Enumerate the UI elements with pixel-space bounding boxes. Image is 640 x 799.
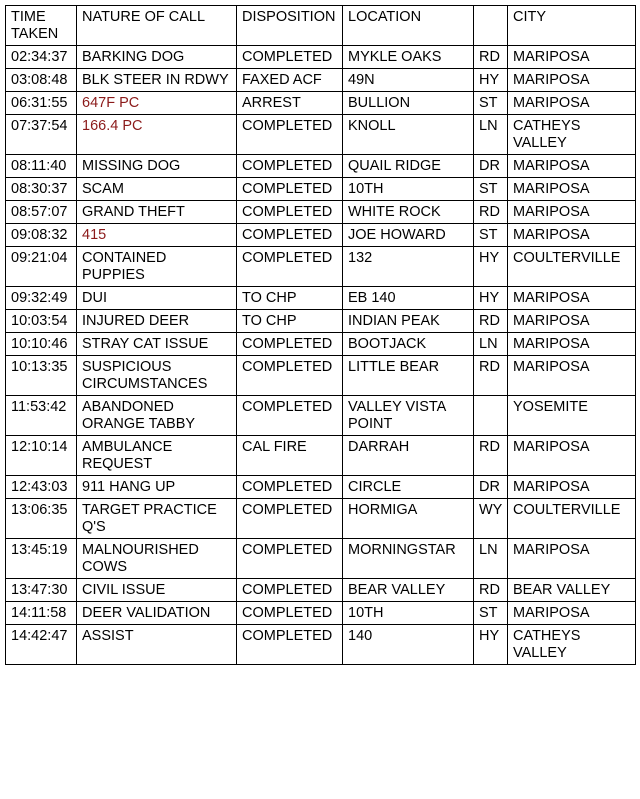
cell-disposition: COMPLETED	[237, 201, 343, 224]
header-row	[6, 6, 636, 46]
cell-location: 132	[343, 247, 474, 287]
table-row	[6, 625, 636, 665]
table-row	[6, 602, 636, 625]
cell-city: MARIPOSA	[508, 201, 636, 224]
cell-location: LITTLE BEAR	[343, 356, 474, 396]
table-row	[6, 155, 636, 178]
cell-time-taken: 09:08:32	[6, 224, 77, 247]
cell-disposition: COMPLETED	[237, 155, 343, 178]
cell-location: MYKLE OAKS	[343, 46, 474, 69]
cell-street-suffix: LN	[474, 115, 508, 155]
cell-time-taken: 12:10:14	[6, 436, 77, 476]
cell-time-taken: 10:03:54	[6, 310, 77, 333]
header-location: LOCATION	[343, 6, 474, 46]
cell-time-taken: 10:13:35	[6, 356, 77, 396]
cell-disposition: COMPLETED	[237, 396, 343, 436]
cell-city: BEAR VALLEY	[508, 579, 636, 602]
cell-time-taken: 12:43:03	[6, 476, 77, 499]
cell-city: MARIPOSA	[508, 155, 636, 178]
cell-nature-of-call: 911 HANG UP	[77, 476, 237, 499]
cell-street-suffix: RD	[474, 436, 508, 476]
table-row	[6, 499, 636, 539]
cell-city: MARIPOSA	[508, 46, 636, 69]
cell-time-taken: 14:42:47	[6, 625, 77, 665]
cell-time-taken: 07:37:54	[6, 115, 77, 155]
cell-location: 10TH	[343, 178, 474, 201]
cell-location: BULLION	[343, 92, 474, 115]
cell-location: HORMIGA	[343, 499, 474, 539]
cell-disposition: TO CHP	[237, 287, 343, 310]
table-row	[6, 115, 636, 155]
table-row	[6, 333, 636, 356]
cell-location: BEAR VALLEY	[343, 579, 474, 602]
cell-street-suffix: LN	[474, 333, 508, 356]
cell-street-suffix: ST	[474, 602, 508, 625]
call-log-table	[5, 5, 636, 665]
cell-time-taken: 13:47:30	[6, 579, 77, 602]
cell-street-suffix: RD	[474, 310, 508, 333]
cell-city: COULTERVILLE	[508, 499, 636, 539]
cell-time-taken: 03:08:48	[6, 69, 77, 92]
table-row	[6, 247, 636, 287]
cell-disposition: FAXED ACF	[237, 69, 343, 92]
cell-location: JOE HOWARD	[343, 224, 474, 247]
table-row	[6, 356, 636, 396]
cell-location: INDIAN PEAK	[343, 310, 474, 333]
cell-nature-of-call: STRAY CAT ISSUE	[77, 333, 237, 356]
cell-street-suffix: ST	[474, 224, 508, 247]
cell-city: MARIPOSA	[508, 224, 636, 247]
header-disposition: DISPOSITION	[237, 6, 343, 46]
cell-time-taken: 13:45:19	[6, 539, 77, 579]
header-time-taken-line1: TIME	[11, 9, 46, 25]
cell-city: MARIPOSA	[508, 539, 636, 579]
table-row	[6, 46, 636, 69]
cell-nature-of-call: ASSIST	[77, 625, 237, 665]
cell-city: YOSEMITE	[508, 396, 636, 436]
header-street-suffix	[474, 6, 508, 46]
cell-nature-of-call: AMBULANCE REQUEST	[77, 436, 237, 476]
call-log-body	[6, 46, 636, 665]
cell-disposition: COMPLETED	[237, 625, 343, 665]
cell-nature-of-call: SCAM	[77, 178, 237, 201]
cell-nature-of-call: DEER VALIDATION	[77, 602, 237, 625]
cell-city: MARIPOSA	[508, 69, 636, 92]
cell-street-suffix: HY	[474, 287, 508, 310]
cell-street-suffix: HY	[474, 69, 508, 92]
cell-disposition: TO CHP	[237, 310, 343, 333]
cell-street-suffix: RD	[474, 46, 508, 69]
cell-disposition: COMPLETED	[237, 539, 343, 579]
header-nature-of-call: NATURE OF CALL	[77, 6, 237, 46]
cell-street-suffix: ST	[474, 92, 508, 115]
cell-disposition: COMPLETED	[237, 579, 343, 602]
table-row	[6, 287, 636, 310]
cell-location: DARRAH	[343, 436, 474, 476]
cell-nature-of-call: MISSING DOG	[77, 155, 237, 178]
cell-nature-of-call: BARKING DOG	[77, 46, 237, 69]
cell-disposition: COMPLETED	[237, 178, 343, 201]
cell-street-suffix: DR	[474, 155, 508, 178]
cell-street-suffix: HY	[474, 247, 508, 287]
cell-nature-of-call: CIVIL ISSUE	[77, 579, 237, 602]
table-row	[6, 579, 636, 602]
cell-time-taken: 06:31:55	[6, 92, 77, 115]
cell-city: MARIPOSA	[508, 310, 636, 333]
cell-disposition: COMPLETED	[237, 115, 343, 155]
cell-time-taken: 02:34:37	[6, 46, 77, 69]
cell-street-suffix: DR	[474, 476, 508, 499]
cell-nature-of-call: DUI	[77, 287, 237, 310]
cell-time-taken: 08:11:40	[6, 155, 77, 178]
cell-city: MARIPOSA	[508, 287, 636, 310]
table-row	[6, 396, 636, 436]
cell-location: 49N	[343, 69, 474, 92]
cell-nature-of-call: GRAND THEFT	[77, 201, 237, 224]
cell-location: CIRCLE	[343, 476, 474, 499]
cell-location: EB 140	[343, 287, 474, 310]
cell-time-taken: 11:53:42	[6, 396, 77, 436]
cell-nature-of-call: INJURED DEER	[77, 310, 237, 333]
table-row	[6, 178, 636, 201]
cell-time-taken: 10:10:46	[6, 333, 77, 356]
cell-disposition: COMPLETED	[237, 333, 343, 356]
cell-location: VALLEY VISTA POINT	[343, 396, 474, 436]
table-row	[6, 69, 636, 92]
cell-street-suffix: RD	[474, 356, 508, 396]
cell-nature-of-call: 647F PC	[77, 92, 237, 115]
cell-street-suffix	[474, 396, 508, 436]
cell-time-taken: 09:32:49	[6, 287, 77, 310]
cell-city: MARIPOSA	[508, 333, 636, 356]
table-row	[6, 436, 636, 476]
cell-time-taken: 08:30:37	[6, 178, 77, 201]
cell-time-taken: 13:06:35	[6, 499, 77, 539]
cell-street-suffix: ST	[474, 178, 508, 201]
cell-nature-of-call: BLK STEER IN RDWY	[77, 69, 237, 92]
cell-location: 140	[343, 625, 474, 665]
cell-disposition: COMPLETED	[237, 247, 343, 287]
cell-city: MARIPOSA	[508, 178, 636, 201]
table-row	[6, 476, 636, 499]
cell-street-suffix: LN	[474, 539, 508, 579]
cell-location: KNOLL	[343, 115, 474, 155]
cell-city: MARIPOSA	[508, 476, 636, 499]
cell-nature-of-call: 415	[77, 224, 237, 247]
cell-time-taken: 14:11:58	[6, 602, 77, 625]
cell-street-suffix: WY	[474, 499, 508, 539]
cell-disposition: COMPLETED	[237, 499, 343, 539]
cell-time-taken: 09:21:04	[6, 247, 77, 287]
cell-street-suffix: RD	[474, 201, 508, 224]
cell-city: CATHEYS VALLEY	[508, 625, 636, 665]
cell-city: MARIPOSA	[508, 92, 636, 115]
cell-city: CATHEYS VALLEY	[508, 115, 636, 155]
cell-disposition: COMPLETED	[237, 602, 343, 625]
cell-location: QUAIL RIDGE	[343, 155, 474, 178]
cell-city: MARIPOSA	[508, 356, 636, 396]
header-city: CITY	[508, 6, 636, 46]
table-row	[6, 201, 636, 224]
cell-disposition: CAL FIRE	[237, 436, 343, 476]
table-row	[6, 539, 636, 579]
cell-nature-of-call: CONTAINED PUPPIES	[77, 247, 237, 287]
header-time-taken	[6, 6, 77, 46]
cell-nature-of-call: 166.4 PC	[77, 115, 237, 155]
cell-nature-of-call: SUSPICIOUS CIRCUMSTANCES	[77, 356, 237, 396]
table-row	[6, 92, 636, 115]
cell-time-taken: 08:57:07	[6, 201, 77, 224]
cell-location: WHITE ROCK	[343, 201, 474, 224]
cell-location: BOOTJACK	[343, 333, 474, 356]
cell-street-suffix: RD	[474, 579, 508, 602]
cell-nature-of-call: TARGET PRACTICE Q'S	[77, 499, 237, 539]
cell-location: MORNINGSTAR	[343, 539, 474, 579]
cell-disposition: COMPLETED	[237, 46, 343, 69]
cell-disposition: COMPLETED	[237, 224, 343, 247]
cell-disposition: COMPLETED	[237, 356, 343, 396]
cell-street-suffix: HY	[474, 625, 508, 665]
cell-city: COULTERVILLE	[508, 247, 636, 287]
cell-nature-of-call: ABANDONED ORANGE TABBY	[77, 396, 237, 436]
cell-location: 10TH	[343, 602, 474, 625]
cell-disposition: ARREST	[237, 92, 343, 115]
header-time-taken-line2: TAKEN	[11, 26, 59, 42]
cell-disposition: COMPLETED	[237, 476, 343, 499]
table-row	[6, 224, 636, 247]
cell-nature-of-call: MALNOURISHED COWS	[77, 539, 237, 579]
table-row	[6, 310, 636, 333]
cell-city: MARIPOSA	[508, 436, 636, 476]
cell-city: MARIPOSA	[508, 602, 636, 625]
